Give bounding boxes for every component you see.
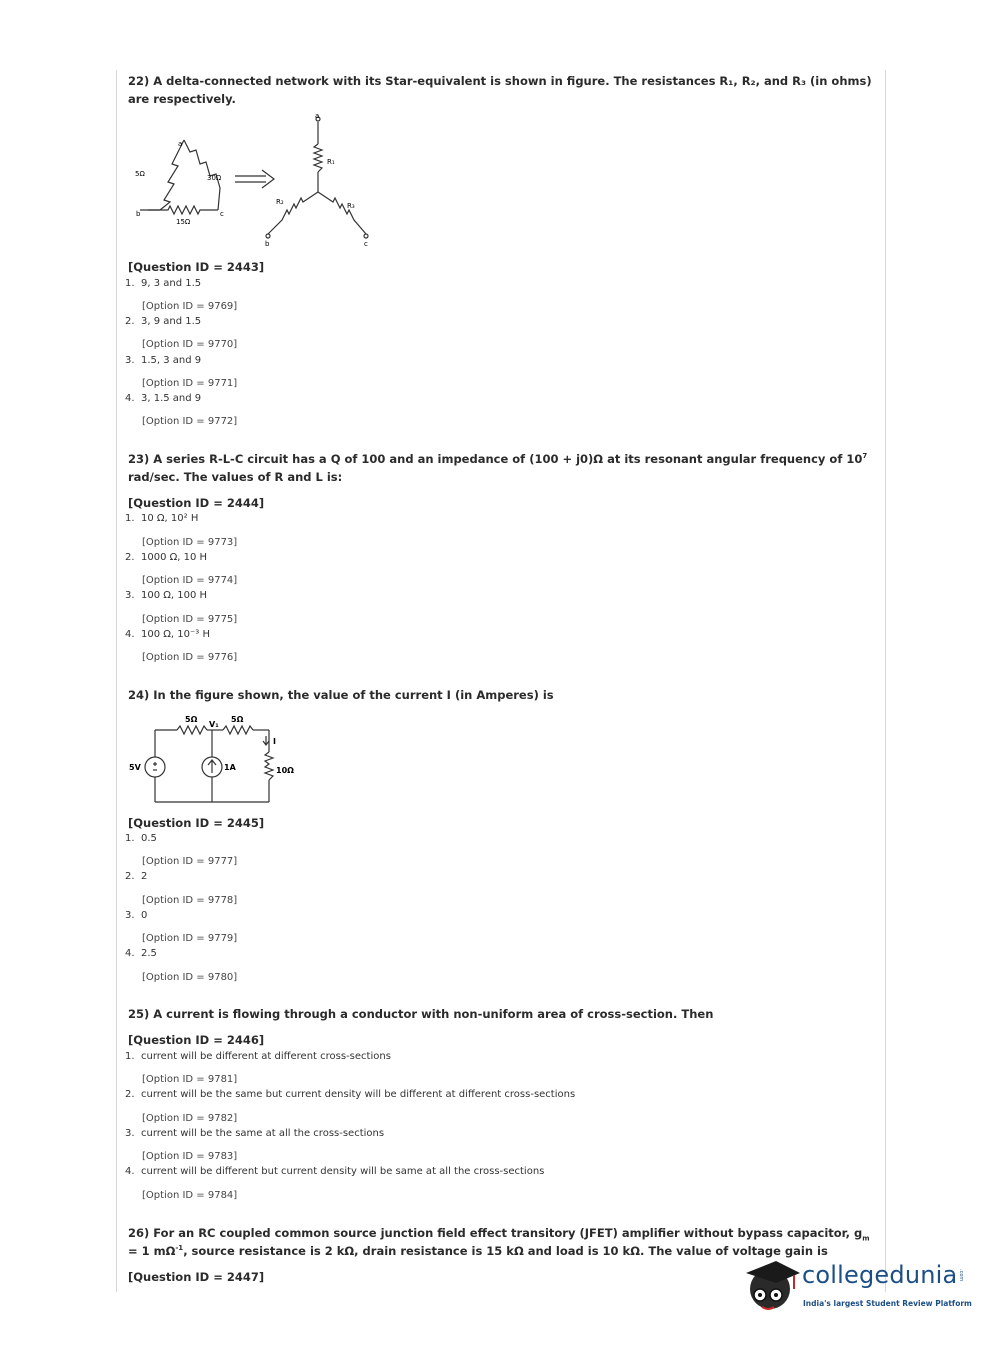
q22-option-3-id: [Option ID = 9771] [142, 378, 238, 389]
q23-option-2[interactable]: 2. 1000 Ω, 10 H [125, 552, 208, 563]
q22-option-1-id: [Option ID = 9769] [142, 301, 238, 312]
delta-right-label: 30Ω [207, 174, 222, 182]
collegedunia-logo [742, 1255, 972, 1319]
q22-option-3[interactable]: 3. 1.5, 3 and 9 [125, 355, 202, 366]
r3-label: R₃ [347, 202, 355, 210]
q23-option-3[interactable]: 3. 100 Ω, 100 H [125, 590, 208, 601]
q23-option-4[interactable]: 4. 100 Ω, 10⁻³ H [125, 629, 210, 640]
logo-wordmark: collegedunia [802, 1261, 958, 1289]
q25-option-1-id: [Option ID = 9781] [142, 1074, 238, 1085]
q22-option-2[interactable]: 2. 3, 9 and 1.5 [125, 316, 202, 327]
q24-option-4-id: [Option ID = 9780] [142, 972, 238, 983]
q22-option-2-id: [Option ID = 9770] [142, 339, 238, 350]
q23-option-3-id: [Option ID = 9775] [142, 614, 238, 625]
question-23-id: [Question ID = 2444] [128, 496, 265, 510]
star-node-a: a [315, 112, 320, 120]
node-a-label: a [178, 140, 183, 148]
mascot-icon [742, 1255, 802, 1319]
q23-option-1[interactable]: 1. 10 Ω, 10² H [125, 513, 199, 524]
q23-option-4-id: [Option ID = 9776] [142, 652, 238, 663]
v1-label: V₁ [209, 720, 219, 729]
q24-option-1-id: [Option ID = 9777] [142, 856, 238, 867]
q25-option-3[interactable]: 3. current will be the same at all the cross-sections [125, 1128, 385, 1139]
r-left-label: 5Ω [185, 715, 198, 724]
question-26-text: 26) For an RC coupled common source junction field effect transitory (JFET) amplifier without bypass capacitor, $g_m = 1$ $m\Omega^{-1}$, source resistance is 2 kΩ, drain resistance is 15 kΩ and load is 10 kΩ. The value of voltage gain is [128, 1226, 870, 1258]
q23-option-1-id: [Option ID = 9773] [142, 537, 238, 548]
q22-option-4-id: [Option ID = 9772] [142, 416, 238, 427]
star-node-b: b [265, 240, 270, 248]
q24-option-2[interactable]: 2. 2 [125, 871, 148, 882]
q25-option-3-id: [Option ID = 9783] [142, 1151, 238, 1162]
logo-com: .com [958, 1269, 964, 1282]
node-b-label: b [136, 210, 141, 218]
delta-bottom-label: 15Ω [176, 218, 191, 226]
r2-label: R₂ [276, 198, 284, 206]
q22-option-1[interactable]: 1. 9, 3 and 1.5 [125, 278, 202, 289]
q24-option-4[interactable]: 4. 2.5 [125, 948, 157, 959]
question-22-text: 22) A delta-connected network with its Star-equivalent is shown in figure. The resistances R₁, R₂, and R₃ (in ohms) are respectively. [128, 74, 872, 106]
q25-option-4[interactable]: 4. current will be different but current density will be same at all the cross-sections [125, 1166, 545, 1177]
vsrc-label: 5V [129, 763, 141, 772]
logo-tagline: India's largest Student Review Platform [803, 1299, 972, 1308]
current-circuit-figure [125, 710, 305, 808]
page-frame [116, 70, 886, 1292]
node-c-label: c [220, 210, 224, 218]
r-load-label: 10Ω [276, 766, 294, 775]
r-right-label: 5Ω [231, 715, 244, 724]
question-23-text: 23) A series R-L-C circuit has a Q of 100 and an impedance of (100 + j0)Ω at its resonant angular frequency of $10^7$ rad/sec. The values of R and L is: [128, 452, 868, 484]
q24-option-2-id: [Option ID = 9778] [142, 895, 238, 906]
q23-option-2-id: [Option ID = 9774] [142, 575, 238, 586]
r1-label: R₁ [327, 158, 335, 166]
q25-option-2[interactable]: 2. current will be the same but current density will be different at different cross-sections [125, 1089, 576, 1100]
q25-option-4-id: [Option ID = 9784] [142, 1190, 238, 1201]
question-24-text: 24) In the figure shown, the value of the current I (in Amperes) is [128, 688, 554, 702]
q25-option-2-id: [Option ID = 9782] [142, 1113, 238, 1124]
star-node-c: c [364, 240, 368, 248]
q24-option-1[interactable]: 1. 0.5 [125, 833, 157, 844]
q24-option-3[interactable]: 3. 0 [125, 910, 148, 921]
question-22-id: [Question ID = 2443] [128, 260, 265, 274]
q22-option-4[interactable]: 4. 3, 1.5 and 9 [125, 393, 202, 404]
current-label: I [273, 737, 276, 746]
question-24-id: [Question ID = 2445] [128, 816, 265, 830]
delta-star-figure [128, 112, 373, 252]
isrc-label: 1A [224, 763, 236, 772]
question-26-id: [Question ID = 2447] [128, 1270, 265, 1284]
question-25-text: 25) A current is flowing through a conductor with non-uniform area of cross-section. Then [128, 1007, 714, 1021]
q24-option-3-id: [Option ID = 9779] [142, 933, 238, 944]
delta-left-label: 5Ω [135, 170, 145, 178]
q25-option-1[interactable]: 1. current will be different at different cross-sections [125, 1051, 391, 1062]
question-25-id: [Question ID = 2446] [128, 1033, 265, 1047]
